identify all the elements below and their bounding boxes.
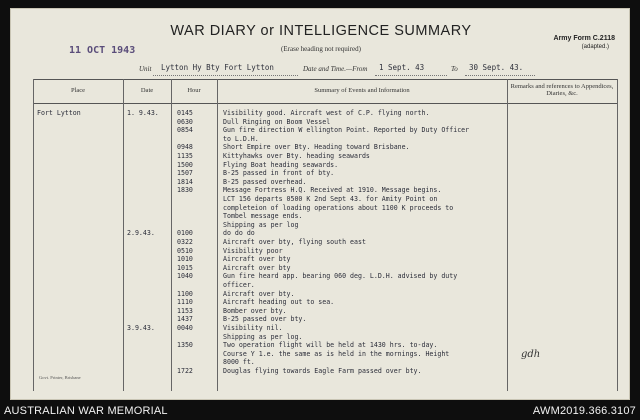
officer-initials: gdh bbox=[521, 349, 541, 360]
table-row bbox=[11, 135, 631, 143]
entry-date: 1. 9.43. bbox=[127, 109, 159, 117]
table-row bbox=[11, 126, 631, 134]
entry-date: 2.9.43. bbox=[127, 229, 155, 238]
table-row bbox=[11, 118, 631, 126]
date-stamp: 11 OCT 1943 bbox=[69, 45, 136, 56]
entry-hour: 1153 bbox=[177, 306, 193, 315]
table-row bbox=[11, 143, 631, 151]
entry-hour: 1722 bbox=[177, 367, 193, 375]
entry-hour: 1040 bbox=[177, 272, 193, 281]
entry-hour: 0040 bbox=[177, 324, 193, 332]
entry-date: 3.9.43. bbox=[127, 324, 155, 332]
entry-text: Two operation flight will be held at 1430 hrs. to-day. bbox=[223, 341, 438, 350]
entry-text: B-25 passed in front of bty. bbox=[223, 169, 335, 178]
entry-text: Course Y 1.e. the same as is held in the mornings. Height bbox=[223, 349, 450, 358]
table-row bbox=[11, 324, 631, 332]
table-row bbox=[11, 221, 631, 229]
table-row bbox=[11, 264, 631, 272]
entry-hour: 1500 bbox=[177, 160, 193, 169]
entry-text: LCT 156 departs 0500 K 2nd Sept 43. for Amity Point on bbox=[223, 195, 438, 203]
entry-text: officer. bbox=[223, 281, 255, 289]
entry-hour: 0510 bbox=[177, 246, 193, 255]
archive-reference: AWM2019.366.3107 bbox=[532, 405, 636, 417]
entry-text: Message Fortress H.Q. Received at 1910. Message begins. bbox=[223, 186, 442, 195]
entry-text: Short Empire over Bty. Heading toward Brisbane. bbox=[223, 143, 410, 152]
page-title: WAR DIARY or INTELLIGENCE SUMMARY bbox=[170, 23, 472, 39]
entry-hour: 1135 bbox=[177, 152, 193, 160]
entry-hour: 1100 bbox=[177, 289, 193, 298]
column-header-date: Date bbox=[140, 87, 154, 94]
table-row bbox=[11, 315, 631, 323]
date-range-label: Date and Time.—From bbox=[303, 65, 368, 73]
table-row bbox=[11, 178, 631, 186]
unit-label: Unit bbox=[139, 65, 152, 73]
entry-text: Aircraft heading out to sea. bbox=[223, 298, 335, 307]
entry-hour: 0145 bbox=[177, 109, 193, 117]
entry-text: Visibility poor bbox=[223, 246, 283, 255]
entry-text: Visibility nil. bbox=[223, 324, 283, 332]
table-row bbox=[11, 341, 631, 349]
entry-text: Aircraft over bty bbox=[223, 263, 291, 272]
column-header-hour: Hour bbox=[187, 87, 201, 94]
form-number-label: Army Form C.2118 bbox=[553, 35, 615, 42]
entry-hour: 0322 bbox=[177, 238, 193, 246]
entry-hour: 1814 bbox=[177, 177, 193, 186]
date-to-underline bbox=[465, 75, 535, 76]
unit-value: Lytton Hy Bty Fort Lytton bbox=[161, 63, 274, 72]
table-row bbox=[11, 161, 631, 169]
entry-text: Shipping as per log bbox=[223, 220, 299, 229]
entry-hour: 1437 bbox=[177, 315, 193, 324]
entry-hour: 1507 bbox=[177, 169, 193, 178]
table-row bbox=[11, 186, 631, 194]
entry-text: Bomber over bty. bbox=[223, 306, 287, 315]
table-row bbox=[11, 195, 631, 203]
entry-text: Tombel message ends. bbox=[223, 212, 303, 221]
date-to-label: To bbox=[451, 65, 458, 73]
table-row bbox=[11, 290, 631, 298]
table-row bbox=[11, 204, 631, 212]
table-top-rule bbox=[33, 79, 617, 80]
entry-text: Flying Boat heading seawards. bbox=[223, 160, 339, 169]
column-header-summary: Summary of Events and Information bbox=[314, 87, 410, 94]
entry-text: Shipping as per log. bbox=[223, 332, 303, 341]
entry-text: completeion of loading operations about 1100 K proceeds to bbox=[223, 203, 454, 212]
table-header-rule bbox=[33, 103, 617, 104]
entry-hour: 0948 bbox=[177, 143, 193, 152]
table-row bbox=[11, 281, 631, 289]
page-subtitle: (Erase heading not required) bbox=[281, 45, 361, 53]
entry-text: to L.D.H. bbox=[223, 134, 259, 143]
entry-text: Aircraft over bty bbox=[223, 255, 291, 264]
unit-underline bbox=[153, 75, 298, 76]
entry-text: B-25 passed overhead. bbox=[223, 177, 307, 186]
entry-text: Douglas flying towards Eagle Farm passed over bty. bbox=[223, 367, 422, 375]
date-to-value: 30 Sept. 43. bbox=[469, 63, 524, 72]
entry-place: Fort Lytton bbox=[37, 109, 81, 117]
entry-text: 8000 ft. bbox=[223, 358, 255, 367]
entry-hour: 1350 bbox=[177, 341, 193, 350]
entry-hour: 1830 bbox=[177, 186, 193, 195]
printer-imprint: Govt. Printer, Brisbane bbox=[39, 375, 81, 380]
form-adapted-label: (adapted.) bbox=[581, 44, 609, 50]
column-header-place: Place bbox=[70, 87, 86, 94]
table-row bbox=[11, 255, 631, 263]
table-row bbox=[11, 298, 631, 306]
column-header-remarks: Remarks and references to Appendices, Diaries, &c. bbox=[510, 83, 614, 97]
form-number bbox=[554, 35, 615, 51]
archive-caption: AUSTRALIAN WAR MEMORIAL bbox=[4, 405, 168, 417]
table-row bbox=[11, 272, 631, 280]
table-row bbox=[11, 307, 631, 315]
entry-text: Visibility good. Aircraft west of C.P. flying north. bbox=[223, 109, 430, 117]
entry-text: Aircraft over bty. bbox=[223, 289, 295, 298]
table-row bbox=[11, 238, 631, 246]
entry-text: Gun fire heard app. bearing 060 deg. L.D.H. advised by duty bbox=[223, 272, 458, 281]
entry-hour: 1015 bbox=[177, 263, 193, 272]
table-row bbox=[11, 247, 631, 255]
table-row bbox=[11, 152, 631, 160]
entry-hour: 0854 bbox=[177, 126, 193, 135]
entry-text: do do do bbox=[223, 229, 255, 238]
table-row bbox=[11, 367, 631, 375]
diary-sheet bbox=[10, 8, 630, 400]
table-row bbox=[11, 212, 631, 220]
date-from-value: 1 Sept. 43 bbox=[379, 63, 425, 72]
entry-text: B-25 passed over bty. bbox=[223, 315, 307, 324]
entry-text: Kittyhawks over Bty. heading seawards bbox=[223, 152, 370, 160]
entry-text: Gun fire direction W ellington Point. Reported by Duty Officer bbox=[223, 126, 470, 135]
entry-text: Dull Ringing on Boom Vessel bbox=[223, 117, 331, 126]
entry-text: Aircraft over bty, flying south east bbox=[223, 238, 366, 246]
table-row bbox=[11, 333, 631, 341]
table-row bbox=[11, 169, 631, 177]
entry-hour: 1010 bbox=[177, 255, 193, 264]
table-row bbox=[11, 109, 631, 117]
table-row bbox=[11, 229, 631, 237]
date-from-underline bbox=[375, 75, 447, 76]
entry-hour: 0100 bbox=[177, 229, 193, 238]
entry-hour: 0630 bbox=[177, 117, 193, 126]
entry-hour: 1110 bbox=[177, 298, 193, 307]
